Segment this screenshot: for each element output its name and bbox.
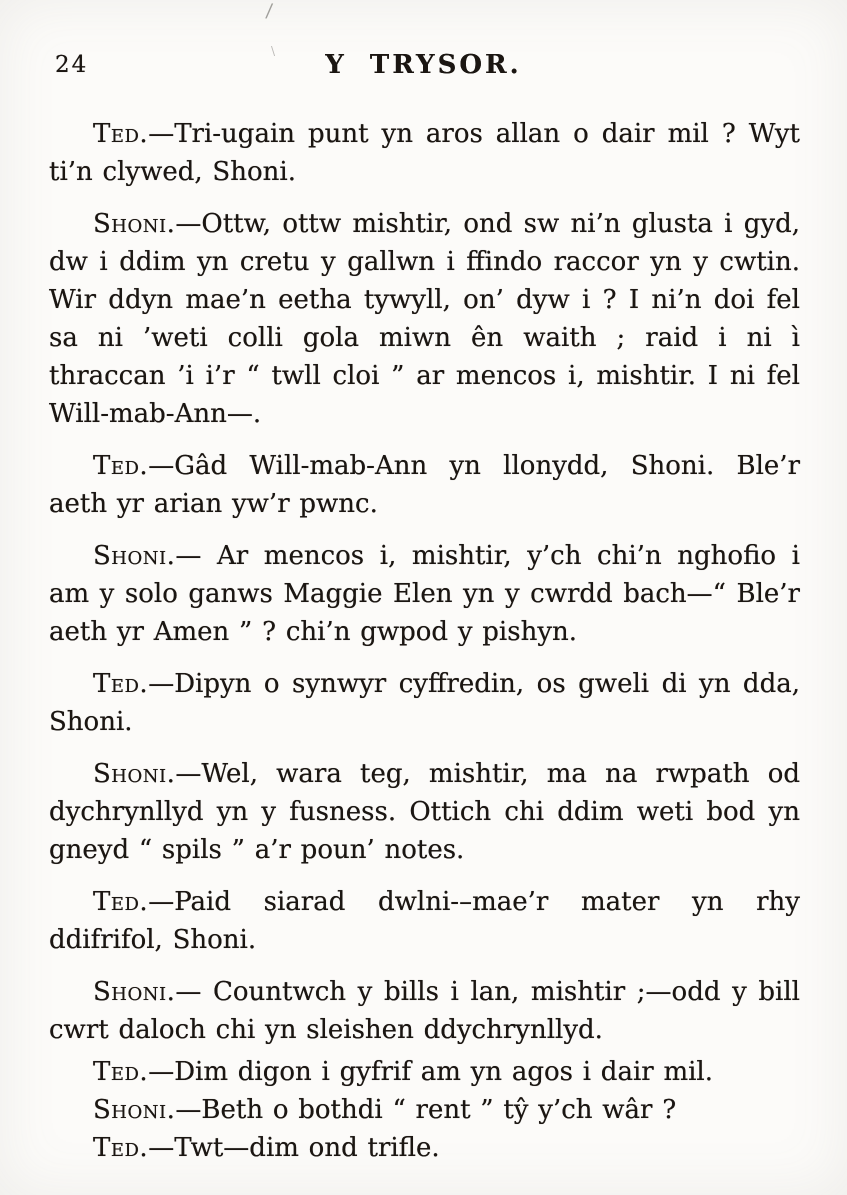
speech-text: —Twt—dim ond trifle. [148,1133,440,1163]
speech-text: —Ottw, ottw mishtir, ond sw ni’n glusta i gyd, dw i ddim yn cretu y gallwn i ffindo raccor yn y cwtin. Wir ddyn mae’n eetha tywyll, on’ dyw i ? I ni’n doi fel sa ni ’weti colli gola miwn ên waith ; raid i ni ì thraccan ’i i’r “ twll cloi ” ar mencos i, mishtir. I ni fel Will-mab-Ann—. [49,209,800,429]
speaker-name: Ted. [93,669,149,699]
speech-text: —Dipyn o synwyr cyffredin, os gweli di yn dda, Shoni. [49,669,800,737]
speaker-name: Ted. [93,887,149,917]
dialogue-paragraph [49,205,800,433]
dialogue-paragraph [49,1129,800,1167]
speaker-name: Ted. [93,119,149,149]
dialogue-paragraph [49,665,800,741]
speaker-name: Shoni. [93,1095,176,1125]
speech-text: — Ar mencos i, mishtir, y’ch chi’n nghofio i am y solo ganws Maggie Elen yn y cwrdd bach—“ Ble’r aeth yr Amen ” ? chi’n gwpod y pishyn. [49,541,800,647]
speech-text: —Wel, wara teg, mishtir, ma na rwpath od dychrynllyd yn y fusness. Ottich chi ddim weti bod yn gneyd “ spils ” a’r poun’ notes. [49,759,800,865]
dialogue-text-block [49,115,800,1167]
speaker-name: Shoni. [93,541,176,571]
speaker-name: Ted. [93,1057,149,1087]
dialogue-paragraph [49,973,800,1049]
speaker-name: Shoni. [93,977,176,1007]
dialogue-paragraph [49,883,800,959]
speech-text: —Dim digon i gyfrif am yn agos i dair mil. [148,1057,714,1087]
speech-text: — Countwch y bills i lan, mishtir ;—odd y bill cwrt daloch chi yn sleishen ddychrynllyd. [49,977,800,1045]
dialogue-paragraph [49,447,800,523]
dialogue-paragraph [49,755,800,869]
dialogue-paragraph [49,115,800,191]
scan-artifact-speck: \ [271,44,276,58]
speaker-name: Shoni. [93,209,176,239]
dialogue-paragraph [49,1091,800,1129]
dialogue-paragraph [49,1053,800,1091]
speaker-name: Ted. [93,451,149,481]
running-title: Y TRYSOR. [325,50,522,80]
scan-artifact-slash: / [264,0,274,23]
page-number: 24 [55,52,89,78]
speech-text: —Gâd Will-mab-Ann yn llonydd, Shoni. Ble’r aeth yr arian yw’r pwnc. [49,451,800,519]
speech-text: —Paid siarad dwlni-–mae’r mater yn rhy ddifrifol, Shoni. [49,887,800,955]
speech-text: —Beth o bothdi “ rent ” tŷ y’ch wâr ? [175,1095,677,1125]
speaker-name: Shoni. [93,759,176,789]
speaker-name: Ted. [93,1133,149,1163]
speech-text: —Tri-ugain punt yn aros allan o dair mil ? Wyt ti’n clywed, Shoni. [49,119,800,187]
dialogue-paragraph [49,537,800,651]
page-header [0,0,847,86]
